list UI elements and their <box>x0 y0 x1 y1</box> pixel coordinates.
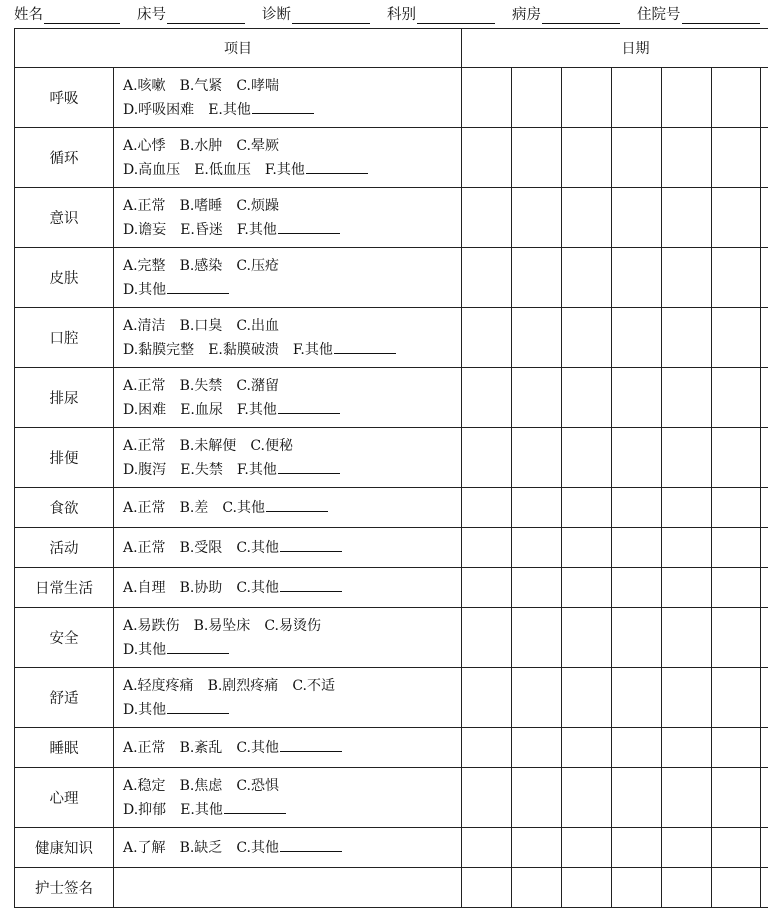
date-entry-cell[interactable] <box>662 428 712 488</box>
date-entry-cell[interactable] <box>761 608 768 668</box>
date-entry-cell[interactable] <box>512 68 562 128</box>
date-entry-cell[interactable] <box>512 728 562 768</box>
date-entry-cell[interactable] <box>612 608 662 668</box>
date-entry-cell[interactable] <box>612 248 662 308</box>
date-entry-cell[interactable] <box>562 368 612 428</box>
option-item[interactable]: D.其他 <box>123 701 167 718</box>
option-line <box>123 638 461 662</box>
date-entry-cell[interactable] <box>612 768 662 828</box>
option-item[interactable]: C.便秘 <box>250 437 293 454</box>
patient-info-header <box>14 2 759 24</box>
option-line <box>123 576 461 600</box>
option-item[interactable]: A.正常 <box>123 539 166 556</box>
option-item[interactable]: D.呼吸困难 <box>123 101 195 118</box>
date-entry-cell[interactable] <box>712 308 761 368</box>
date-entry-cell[interactable] <box>562 668 612 728</box>
option-item[interactable]: B.感染 <box>179 257 223 274</box>
date-entry-cell[interactable] <box>512 488 562 528</box>
row-options <box>114 248 462 308</box>
option-item[interactable]: B.紊乱 <box>179 739 223 756</box>
option-item[interactable]: D.其他 <box>123 281 167 298</box>
date-entry-cell[interactable] <box>761 308 768 368</box>
row-options <box>114 428 462 488</box>
date-entry-cell[interactable] <box>612 568 662 608</box>
date-entry-cell[interactable] <box>462 248 512 308</box>
date-entry-cell[interactable] <box>612 308 662 368</box>
option-item[interactable]: D.谵妄 <box>123 221 167 238</box>
row-category: 安全 <box>15 608 114 668</box>
option-item[interactable]: D.黏膜完整 <box>123 341 195 358</box>
option-item[interactable]: E.血尿 <box>180 401 223 418</box>
table-row <box>15 608 768 668</box>
header-field-blank-line[interactable] <box>542 7 620 24</box>
option-line <box>123 194 461 218</box>
option-item[interactable]: F.其他 <box>264 161 305 178</box>
date-entry-cell[interactable] <box>662 828 712 868</box>
option-item[interactable]: C.其他 <box>236 839 279 856</box>
option-item[interactable]: B.焦虑 <box>179 777 223 794</box>
option-item[interactable]: A.易跌伤 <box>123 617 180 634</box>
other-blank-line[interactable] <box>278 399 340 414</box>
option-item[interactable]: A.稳定 <box>123 777 166 794</box>
date-entry-cell[interactable] <box>612 828 662 868</box>
other-blank-line[interactable] <box>252 99 314 114</box>
option-line <box>123 158 461 182</box>
option-line <box>123 134 461 158</box>
table-row <box>15 308 768 368</box>
option-item[interactable]: F.其他 <box>236 461 277 478</box>
other-blank-line[interactable] <box>266 497 328 512</box>
date-entry-cell[interactable] <box>761 488 768 528</box>
other-blank-line[interactable] <box>167 639 229 654</box>
option-line <box>123 496 461 520</box>
header-field-label: 科别 <box>387 7 416 23</box>
header-field <box>137 3 245 24</box>
option-line <box>123 798 461 822</box>
date-entry-cell[interactable] <box>712 868 761 908</box>
header-field <box>637 3 760 24</box>
option-item[interactable]: A.正常 <box>123 739 166 756</box>
option-item[interactable]: B.气紧 <box>179 77 223 94</box>
option-line <box>123 314 461 338</box>
date-entry-cell[interactable] <box>512 868 562 908</box>
date-entry-cell[interactable] <box>712 828 761 868</box>
table-row <box>15 768 768 828</box>
date-entry-cell[interactable] <box>712 68 761 128</box>
option-item[interactable]: D.其他 <box>123 641 167 658</box>
table-row <box>15 188 768 248</box>
date-entry-cell[interactable] <box>662 308 712 368</box>
date-entry-cell[interactable] <box>662 368 712 428</box>
date-entry-cell[interactable] <box>562 868 612 908</box>
date-entry-cell[interactable] <box>562 728 612 768</box>
option-line <box>123 614 461 638</box>
item-column-header: 项目 <box>15 29 462 68</box>
table-row <box>15 668 768 728</box>
option-item[interactable]: B.失禁 <box>179 377 223 394</box>
other-blank-line[interactable] <box>278 459 340 474</box>
row-options <box>114 68 462 128</box>
date-entry-cell[interactable] <box>462 368 512 428</box>
date-entry-cell[interactable] <box>562 608 612 668</box>
date-entry-cell[interactable] <box>512 768 562 828</box>
option-line <box>123 254 461 278</box>
row-options <box>114 868 462 908</box>
option-item[interactable]: A.轻度疼痛 <box>123 677 194 694</box>
row-options <box>114 308 462 368</box>
date-entry-cell[interactable] <box>712 568 761 608</box>
header-field-blank-line[interactable] <box>417 7 495 24</box>
date-entry-cell[interactable] <box>712 248 761 308</box>
date-entry-cell[interactable] <box>462 428 512 488</box>
option-line <box>123 98 461 122</box>
date-entry-cell[interactable] <box>512 308 562 368</box>
option-item[interactable]: C.烦躁 <box>236 197 279 214</box>
date-entry-cell[interactable] <box>562 128 612 188</box>
option-item[interactable]: A.正常 <box>123 377 166 394</box>
header-field <box>262 3 370 24</box>
date-entry-cell[interactable] <box>761 828 768 868</box>
date-entry-cell[interactable] <box>712 368 761 428</box>
header-field-blank-line[interactable] <box>292 7 370 24</box>
date-entry-cell[interactable] <box>761 68 768 128</box>
other-blank-line[interactable] <box>280 577 342 592</box>
option-line <box>123 278 461 302</box>
table-row <box>15 428 768 488</box>
row-category: 食欲 <box>15 488 114 528</box>
option-item[interactable]: B.协助 <box>179 579 223 596</box>
date-entry-cell[interactable] <box>761 248 768 308</box>
option-line <box>123 374 461 398</box>
option-line <box>123 774 461 798</box>
option-item[interactable]: A.完整 <box>123 257 166 274</box>
header-field-label: 住院号 <box>637 7 681 23</box>
date-entry-cell[interactable] <box>712 488 761 528</box>
date-entry-cell[interactable] <box>562 828 612 868</box>
row-options <box>114 368 462 428</box>
date-entry-cell[interactable] <box>562 768 612 828</box>
option-line <box>123 218 461 242</box>
table-row <box>15 568 768 608</box>
date-entry-cell[interactable] <box>761 368 768 428</box>
date-column-header: 日期 <box>462 29 768 68</box>
option-item[interactable]: B.差 <box>179 499 209 516</box>
date-entry-cell[interactable] <box>512 368 562 428</box>
option-item[interactable]: A.清洁 <box>123 317 166 334</box>
option-item[interactable]: D.抑郁 <box>123 801 167 818</box>
date-entry-cell[interactable] <box>662 68 712 128</box>
option-item[interactable]: E.黏膜破溃 <box>208 341 279 358</box>
date-entry-cell[interactable] <box>712 608 761 668</box>
row-category: 日常生活 <box>15 568 114 608</box>
date-entry-cell[interactable] <box>462 568 512 608</box>
date-entry-cell[interactable] <box>512 248 562 308</box>
date-entry-cell[interactable] <box>712 728 761 768</box>
row-options <box>114 128 462 188</box>
option-item[interactable]: C.恐惧 <box>236 777 279 794</box>
date-entry-cell[interactable] <box>562 308 612 368</box>
date-entry-cell[interactable] <box>562 568 612 608</box>
date-entry-cell[interactable] <box>662 188 712 248</box>
date-entry-cell[interactable] <box>712 668 761 728</box>
table-row <box>15 68 768 128</box>
table-header-row <box>15 29 768 68</box>
option-line <box>123 674 461 698</box>
date-entry-cell[interactable] <box>712 528 761 568</box>
option-item[interactable]: F.其他 <box>292 341 333 358</box>
option-item[interactable]: B.易坠床 <box>193 617 251 634</box>
header-field-blank-line[interactable] <box>167 7 245 24</box>
date-entry-cell[interactable] <box>462 668 512 728</box>
date-entry-cell[interactable] <box>761 128 768 188</box>
date-entry-cell[interactable] <box>462 188 512 248</box>
option-item[interactable]: C.出血 <box>236 317 279 334</box>
date-entry-cell[interactable] <box>462 488 512 528</box>
row-category: 意识 <box>15 188 114 248</box>
date-entry-cell[interactable] <box>761 528 768 568</box>
date-entry-cell[interactable] <box>662 868 712 908</box>
date-entry-cell[interactable] <box>562 248 612 308</box>
date-entry-cell[interactable] <box>612 868 662 908</box>
header-field <box>512 3 620 24</box>
row-category: 心理 <box>15 768 114 828</box>
row-category: 皮肤 <box>15 248 114 308</box>
header-field <box>387 3 495 24</box>
date-entry-cell[interactable] <box>662 528 712 568</box>
date-entry-cell[interactable] <box>512 528 562 568</box>
date-entry-cell[interactable] <box>662 668 712 728</box>
date-entry-cell[interactable] <box>612 668 662 728</box>
option-line <box>123 536 461 560</box>
date-entry-cell[interactable] <box>462 768 512 828</box>
option-line <box>123 736 461 760</box>
table-row <box>15 248 768 308</box>
option-item[interactable]: E.低血压 <box>194 161 251 178</box>
date-entry-cell[interactable] <box>462 868 512 908</box>
date-entry-cell[interactable] <box>562 188 612 248</box>
date-entry-cell[interactable] <box>612 488 662 528</box>
option-item[interactable]: B.口臭 <box>179 317 223 334</box>
date-entry-cell[interactable] <box>512 828 562 868</box>
date-entry-cell[interactable] <box>662 608 712 668</box>
date-entry-cell[interactable] <box>462 728 512 768</box>
option-item[interactable]: A.正常 <box>123 197 166 214</box>
option-item[interactable]: F.其他 <box>236 221 277 238</box>
option-item[interactable]: E.其他 <box>208 101 251 118</box>
option-item[interactable]: A.自理 <box>123 579 166 596</box>
date-entry-cell[interactable] <box>761 768 768 828</box>
option-item[interactable]: B.受限 <box>179 539 223 556</box>
row-options <box>114 528 462 568</box>
date-entry-cell[interactable] <box>662 128 712 188</box>
row-category: 舒适 <box>15 668 114 728</box>
option-item[interactable]: C.易烫伤 <box>264 617 321 634</box>
date-entry-cell[interactable] <box>612 428 662 488</box>
row-category: 排尿 <box>15 368 114 428</box>
date-entry-cell[interactable] <box>612 368 662 428</box>
row-category: 口腔 <box>15 308 114 368</box>
option-item[interactable]: A.正常 <box>123 437 166 454</box>
option-line <box>123 434 461 458</box>
option-item[interactable]: B.剧烈疼痛 <box>207 677 279 694</box>
option-line <box>123 458 461 482</box>
date-entry-cell[interactable] <box>761 568 768 608</box>
other-blank-line[interactable] <box>280 737 342 752</box>
date-entry-cell[interactable] <box>512 668 562 728</box>
option-item[interactable]: A.心悸 <box>123 137 166 154</box>
date-entry-cell[interactable] <box>761 668 768 728</box>
header-field-blank-line[interactable] <box>44 7 120 24</box>
option-item[interactable]: A.咳嗽 <box>123 77 166 94</box>
other-blank-line[interactable] <box>306 159 368 174</box>
date-entry-cell[interactable] <box>512 428 562 488</box>
header-field-blank-line[interactable] <box>682 7 760 24</box>
option-item[interactable]: E.昏迷 <box>180 221 223 238</box>
date-entry-cell[interactable] <box>462 608 512 668</box>
row-options <box>114 608 462 668</box>
other-blank-line[interactable] <box>334 339 396 354</box>
option-item[interactable]: A.正常 <box>123 499 166 516</box>
other-blank-line[interactable] <box>167 279 229 294</box>
date-entry-cell[interactable] <box>512 608 562 668</box>
option-item[interactable]: C.不适 <box>292 677 335 694</box>
date-entry-cell[interactable] <box>712 428 761 488</box>
date-entry-cell[interactable] <box>462 308 512 368</box>
row-options <box>114 488 462 528</box>
option-item[interactable]: D.困难 <box>123 401 167 418</box>
row-options <box>114 568 462 608</box>
header-field-label: 病房 <box>512 7 541 23</box>
option-item[interactable]: E.失禁 <box>180 461 223 478</box>
date-entry-cell[interactable] <box>662 728 712 768</box>
row-options <box>114 188 462 248</box>
row-category: 循环 <box>15 128 114 188</box>
other-blank-line[interactable] <box>278 219 340 234</box>
option-item[interactable]: C.潴留 <box>236 377 279 394</box>
option-item[interactable]: B.缺乏 <box>179 839 223 856</box>
table-row <box>15 828 768 868</box>
date-entry-cell[interactable] <box>662 488 712 528</box>
header-field-label: 床号 <box>137 7 166 23</box>
date-entry-cell[interactable] <box>712 188 761 248</box>
date-entry-cell[interactable] <box>512 128 562 188</box>
row-category: 护士签名 <box>15 868 114 908</box>
header-field-label: 姓名 <box>14 7 43 23</box>
table-row <box>15 868 768 908</box>
date-entry-cell[interactable] <box>512 188 562 248</box>
option-line <box>123 698 461 722</box>
option-item[interactable]: C.晕厥 <box>236 137 279 154</box>
other-blank-line[interactable] <box>280 537 342 552</box>
other-blank-line[interactable] <box>280 837 342 852</box>
option-item[interactable]: B.嗜睡 <box>179 197 223 214</box>
date-entry-cell[interactable] <box>662 248 712 308</box>
table-row <box>15 368 768 428</box>
other-blank-line[interactable] <box>167 699 229 714</box>
date-entry-cell[interactable] <box>712 128 761 188</box>
date-entry-cell[interactable] <box>612 728 662 768</box>
date-entry-cell[interactable] <box>562 68 612 128</box>
option-item[interactable]: C.压疮 <box>236 257 279 274</box>
date-entry-cell[interactable] <box>662 768 712 828</box>
option-item[interactable]: D.腹泻 <box>123 461 167 478</box>
header-field <box>14 3 120 24</box>
nursing-assessment-table <box>14 28 768 908</box>
row-category: 健康知识 <box>15 828 114 868</box>
date-entry-cell[interactable] <box>761 868 768 908</box>
option-line <box>123 398 461 422</box>
date-entry-cell[interactable] <box>562 488 612 528</box>
table-row <box>15 488 768 528</box>
date-entry-cell[interactable] <box>612 128 662 188</box>
other-blank-line[interactable] <box>224 799 286 814</box>
option-item[interactable]: E.其他 <box>180 801 223 818</box>
option-item[interactable]: A.了解 <box>123 839 166 856</box>
date-entry-cell[interactable] <box>761 428 768 488</box>
option-line <box>123 836 461 860</box>
row-options <box>114 728 462 768</box>
option-item[interactable]: C.其他 <box>236 739 279 756</box>
date-entry-cell[interactable] <box>512 568 562 608</box>
date-entry-cell[interactable] <box>612 68 662 128</box>
option-line <box>123 338 461 362</box>
row-category: 活动 <box>15 528 114 568</box>
date-entry-cell[interactable] <box>562 428 612 488</box>
row-category: 呼吸 <box>15 68 114 128</box>
date-entry-cell[interactable] <box>712 768 761 828</box>
date-entry-cell[interactable] <box>761 728 768 768</box>
header-field-label: 诊断 <box>262 7 291 23</box>
option-line <box>123 74 461 98</box>
date-entry-cell[interactable] <box>562 528 612 568</box>
option-item[interactable]: C.其他 <box>236 539 279 556</box>
table-row <box>15 528 768 568</box>
date-entry-cell[interactable] <box>462 68 512 128</box>
date-entry-cell[interactable] <box>462 128 512 188</box>
option-item[interactable]: B.水肿 <box>179 137 223 154</box>
date-entry-cell[interactable] <box>662 568 712 608</box>
option-item[interactable]: B.未解便 <box>179 437 237 454</box>
table-row <box>15 128 768 188</box>
date-entry-cell[interactable] <box>612 188 662 248</box>
date-entry-cell[interactable] <box>612 528 662 568</box>
option-item[interactable]: C.其他 <box>236 579 279 596</box>
date-entry-cell[interactable] <box>761 188 768 248</box>
row-options <box>114 668 462 728</box>
row-category: 睡眠 <box>15 728 114 768</box>
option-item[interactable]: F.其他 <box>236 401 277 418</box>
row-options <box>114 768 462 828</box>
option-item[interactable]: C.哮喘 <box>236 77 279 94</box>
option-item[interactable]: C.其他 <box>222 499 265 516</box>
option-item[interactable]: D.高血压 <box>123 161 181 178</box>
date-entry-cell[interactable] <box>462 828 512 868</box>
row-category: 排便 <box>15 428 114 488</box>
table-row <box>15 728 768 768</box>
date-entry-cell[interactable] <box>462 528 512 568</box>
row-options <box>114 828 462 868</box>
